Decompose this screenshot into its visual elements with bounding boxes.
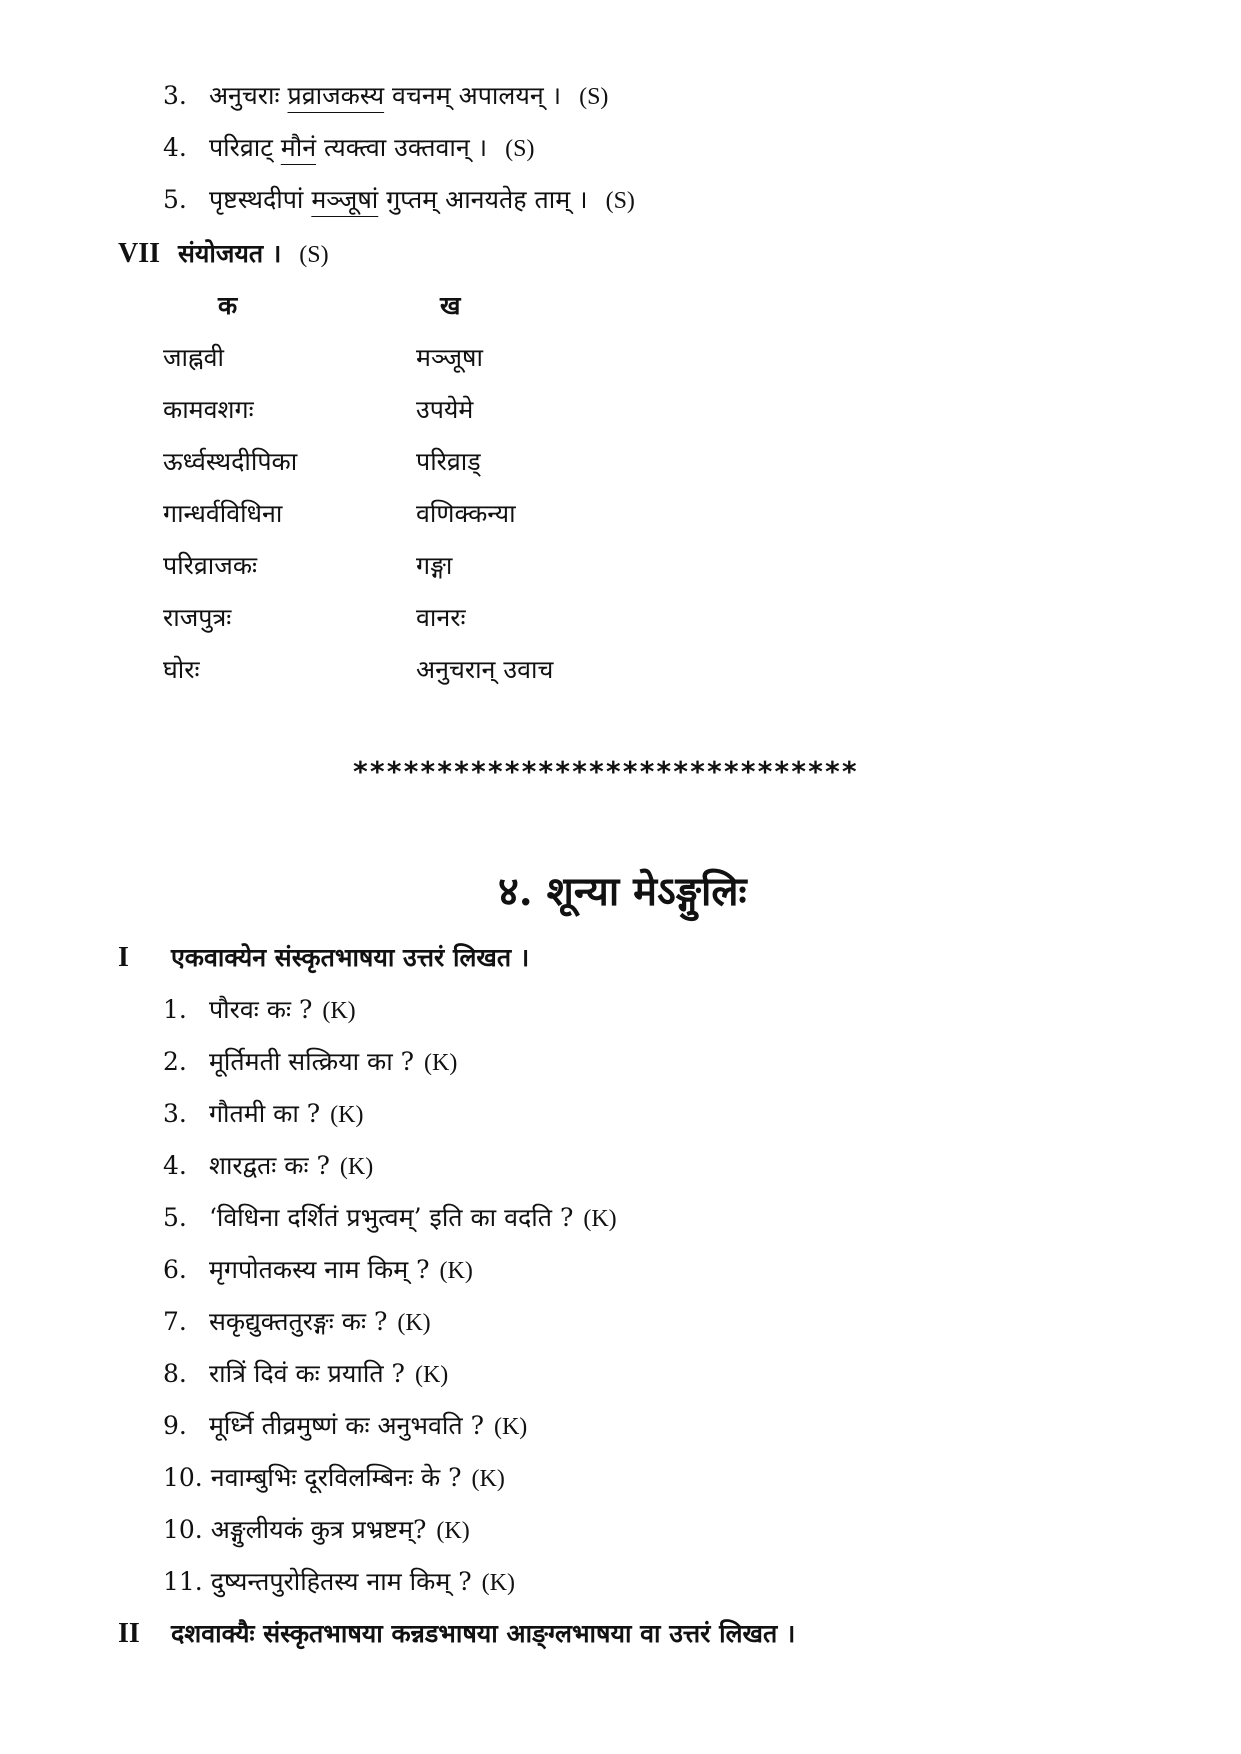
separator-stars: ****************************** [352, 755, 858, 788]
underlined-word: मञ्जूषां [311, 185, 379, 214]
match-item-b: अनुचरान् उवाच [416, 655, 554, 684]
question-item: 7. सकृद्युक्ततुरङ्गः कः ? (K) [163, 1307, 431, 1336]
match-item-b: वणिक्कन्या [416, 499, 516, 528]
list-item: 5. पृष्टस्थदीपां मञ्जूषां गुप्तम् आनयतेह ताम् । (S) [163, 185, 635, 214]
match-item-a: राजपुत्रः [163, 603, 232, 632]
list-item: 3. अनुचराः प्रव्राजकस्य वचनम् अपालयन् । (S) [163, 81, 609, 110]
question-item: 6. मृगपोतकस्य नाम किम् ? (K) [163, 1255, 473, 1284]
chapter-title: ४. शून्या मेऽङ्गुलिः [498, 868, 747, 915]
column-b-header: ख [440, 291, 461, 320]
list-item: 4. परिव्राट् मौनं त्यक्त्वा उक्तवान् । (S) [163, 133, 535, 162]
question-item: 2. मूर्तिमती सत्क्रिया का ? (K) [163, 1047, 458, 1076]
question-mark-code: (S) [605, 188, 635, 214]
match-item-a: ऊर्ध्वस्थदीपिका [163, 447, 298, 476]
match-item-a: कामवशगः [163, 395, 254, 424]
match-item-b: मञ्जूषा [416, 343, 483, 372]
underlined-word: मौनं [280, 133, 317, 162]
underlined-word: प्रव्राजकस्य [287, 81, 385, 110]
section-heading-vii: VII संयोजयत । (S) [118, 238, 329, 269]
match-item-a: परिव्राजकः [163, 551, 258, 580]
match-item-b: परिव्राड् [416, 447, 481, 476]
question-item: 9. मूर्ध्नि तीव्रमुष्णं कः अनुभवति ? (K) [163, 1411, 528, 1440]
question-item: 11. दुष्यन्तपुरोहितस्य नाम किम् ? (K) [163, 1567, 515, 1596]
question-item: 10. नवाम्बुभिः दूरविलम्बिनः के ? (K) [163, 1463, 505, 1492]
match-item-a: घोरः [163, 655, 200, 684]
question-mark-code: (S) [505, 136, 535, 162]
question-item: 10. अङ्गुलीयकं कुत्र प्रभ्रष्टम्? (K) [163, 1515, 470, 1544]
match-item-b: गङ्गा [416, 551, 453, 580]
question-item: 3. गौतमी का ? (K) [163, 1099, 364, 1128]
match-item-b: उपयेमे [416, 395, 474, 424]
question-item: 8. रात्रिं दिवं कः प्रयाति ? (K) [163, 1359, 449, 1388]
question-item: 4. शारद्वतः कः ? (K) [163, 1151, 374, 1180]
section-heading-ii: II दशवाक्यैः संस्कृतभाषया कन्नडभाषया आङ्ग्लभाषया वा उत्तरं लिखत । [118, 1618, 796, 1649]
question-item: 5. ‘विधिना दर्शितं प्रभुत्वम्’ इति का वदति ? (K) [163, 1203, 617, 1232]
column-a-header: क [218, 291, 238, 320]
match-item-b: वानरः [416, 603, 466, 632]
question-mark-code: (S) [579, 84, 609, 110]
question-item: 1. पौरवः कः ? (K) [163, 995, 356, 1024]
match-item-a: जाह्नवी [163, 343, 224, 372]
section-heading-i: I एकवाक्येन संस्कृतभाषया उत्तरं लिखत । [118, 942, 530, 973]
match-item-a: गान्धर्वविधिना [163, 499, 283, 528]
